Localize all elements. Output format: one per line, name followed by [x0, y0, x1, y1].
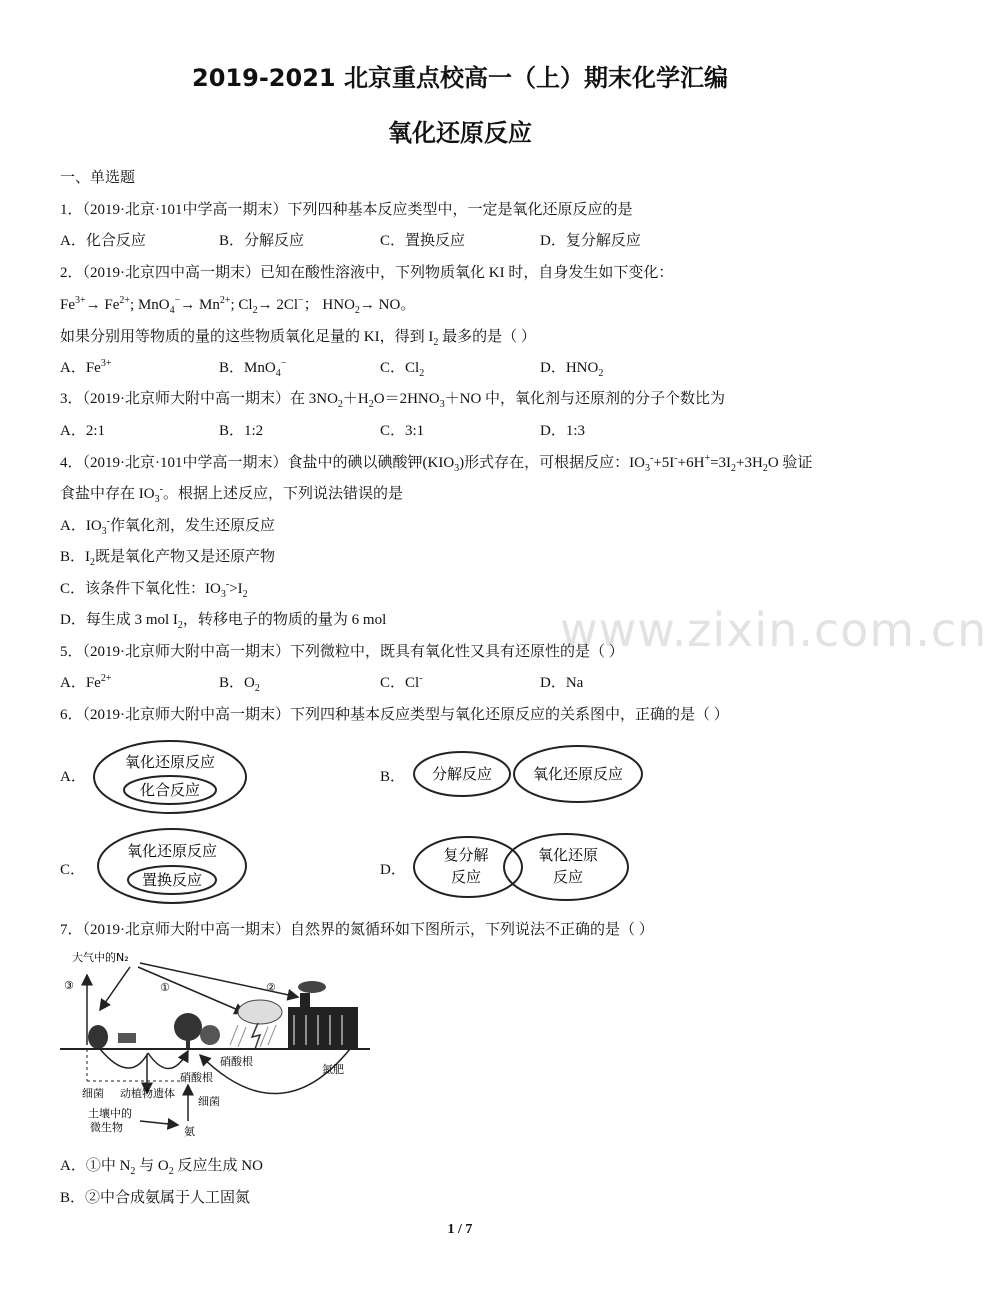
q6-b-right-label: 氧化还原反应	[532, 765, 624, 783]
document-subtitle: 氧化还原反应	[388, 119, 532, 147]
q3-option-a: A．2:1	[60, 423, 106, 439]
fig-bacteria-label: 细菌	[82, 1087, 104, 1100]
fig-soil-label-2: 微生物	[90, 1121, 123, 1134]
q6-option-a-label: A．	[60, 769, 86, 785]
fig-marker-1: ①	[160, 981, 170, 994]
fig-marker-3: ③	[64, 979, 74, 992]
q5-option-a: A．$Fe^{2+}$	[60, 673, 112, 691]
q6-diagram-c	[94, 826, 250, 906]
fig-nitrate-label-2: 硝酸根	[180, 1071, 213, 1084]
fig-atmosphere-label: 大气中的N₂	[72, 951, 129, 964]
fig-remains-label: 动植物遗体	[120, 1087, 175, 1100]
question-2-stem: 2．（2019·北京四中高一期末）已知在酸性溶液中，下列物质氧化 KI 时，自身发生如下变化：	[60, 265, 674, 281]
q2-changes: $Fe^{3+}\to Fe^{2+}$; $MnO_4^-\to Mn^{2+}$; $Cl_2\to 2Cl^-$； $HNO_2\to$ NO。	[60, 295, 416, 316]
fig-soil-label-1: 土壤中的	[88, 1107, 132, 1120]
q6-diagram-a	[90, 738, 250, 816]
page-number: 1 / 7	[447, 1222, 473, 1237]
q7-option-b: B．②中合成氨属于人工固氮	[60, 1190, 251, 1206]
question-4-stem: 4．（2019·北京·101中学高一期末）食盐中的碘以碘酸钾$(KIO_3)$形式存在，可根据反应：$IO_3^-+5I^-+6H^+=3I_2+3H_2O$ 验证	[60, 453, 813, 474]
question-4-stem-2: 食盐中存在 $IO_3^-$。根据上述反应，下列说法错误的是	[60, 484, 403, 505]
q2-option-d: D．$HNO_2$	[540, 360, 604, 379]
q1-option-a: A．化合反应	[60, 233, 146, 249]
watermark: www.zixin.com.cn	[560, 603, 987, 657]
q6-option-b-label: B．	[380, 769, 406, 785]
q6-diagram-b	[410, 742, 646, 806]
fig-nitrate-label: 硝酸根	[220, 1055, 253, 1068]
q4-option-d: D．每生成 3 mol $I_2$，转移电子的物质的量为 6 mol	[60, 612, 387, 631]
q5-option-d: D．Na	[540, 675, 584, 691]
question-3-stem: 3．（2019·北京师大附中高一期末）在 $3NO_2+H_2O=2HNO_3+NO$ 中，氧化剂与还原剂的分子个数比为	[60, 391, 726, 410]
q3-option-b: B．1:2	[219, 423, 264, 439]
question-7-stem: 7．（2019·北京师大附中高一期末）自然界的氮循环如下图所示，下列说法不正确的是（ ）	[60, 922, 654, 938]
fig-fertilizer-label: 氮肥	[322, 1063, 344, 1076]
q6-option-d-label: D．	[380, 862, 406, 878]
q4-option-b: B．$I_2$既是氧化产物又是还原产物	[60, 549, 276, 568]
q2-option-b: B．MnO$_4$−	[219, 358, 287, 379]
question-5-stem: 5．（2019·北京师大附中高一期末）下列微粒中，既具有氧化性又具有还原性的是（ ）	[60, 644, 624, 660]
section-heading: 一、单选题	[60, 170, 136, 186]
question-6-stem: 6．（2019·北京师大附中高一期末）下列四种基本反应类型与氧化还原反应的关系图中，正确的是（ ）	[60, 707, 729, 723]
q1-option-c: C．置换反应	[380, 233, 466, 249]
q4-option-c: C．该条件下氧化性：$IO_3^->I_2$	[60, 579, 248, 600]
q6-c-outer-label: 氧化还原反应	[126, 842, 218, 860]
q3-option-c: C．3:1	[380, 423, 425, 439]
q1-option-d: D．复分解反应	[540, 233, 641, 249]
q5-option-c: C．Cl-	[380, 673, 423, 691]
q2-option-a: A．$Fe^{3+}$	[60, 358, 112, 376]
q2-question: 如果分别用等物质的量的这些物质氧化足量的 KI，得到 $I_2$ 最多的是（ ）	[60, 329, 536, 348]
q7-option-a: A．①中 $N_2$ 与 $O_2$ 反应生成 NO	[60, 1158, 263, 1177]
q4-option-a: A．$IO_3^-$作氧化剂，发生还原反应	[60, 516, 276, 537]
document-title: 2019-2021 北京重点校高一（上）期末化学汇编	[192, 64, 728, 92]
fig-bacteria2-label: 细菌	[198, 1095, 220, 1108]
q6-d-right-line1: 氧化还原	[537, 846, 599, 864]
q6-d-left-line1: 复分解	[443, 846, 489, 864]
q6-d-right-line2: 反应	[552, 868, 584, 886]
q6-a-inner-label: 化合反应	[139, 781, 201, 799]
question-1-stem: 1．（2019·北京·101中学高一期末）下列四种基本反应类型中，一定是氧化还原反应的是	[60, 202, 633, 218]
q2-option-c: C．$Cl_2$	[380, 360, 425, 379]
q6-d-left-line2: 反应	[450, 868, 482, 886]
nitrogen-cycle-diagram	[60, 945, 370, 1145]
q5-option-b: B．$O_2$	[219, 675, 260, 694]
q6-option-c-label: C．	[60, 862, 86, 878]
q6-diagram-d	[410, 830, 634, 904]
q1-option-b: B．分解反应	[219, 233, 305, 249]
fig-marker-2: ②	[266, 981, 276, 994]
q3-option-d: D．1:3	[540, 423, 586, 439]
q6-c-inner-label: 置换反应	[141, 871, 203, 889]
q6-b-left-label: 分解反应	[431, 765, 493, 783]
q6-a-outer-label: 氧化还原反应	[124, 753, 216, 771]
fig-ammonia-label: 氨	[184, 1125, 195, 1138]
